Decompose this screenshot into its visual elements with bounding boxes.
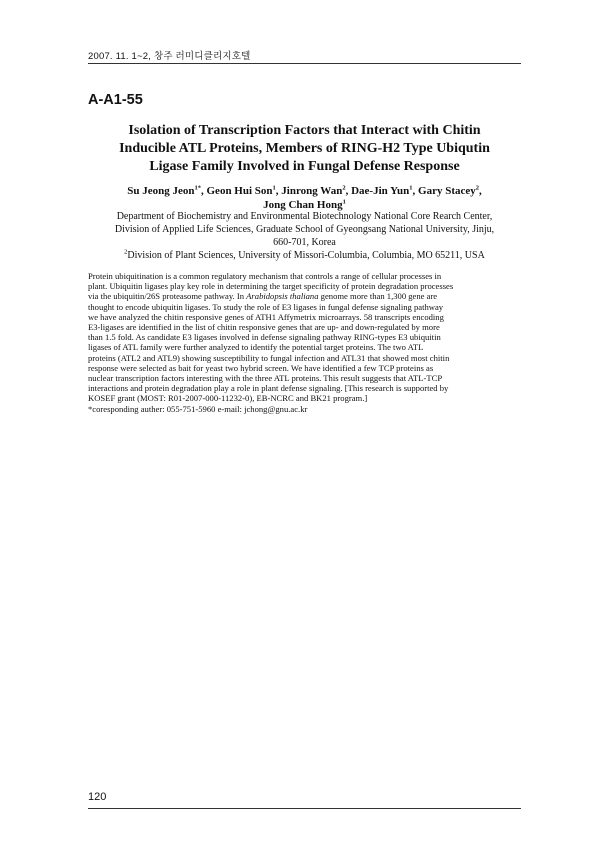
affiliations xyxy=(88,210,521,262)
abstract-text: genome more than 1,300 gene are xyxy=(320,291,438,302)
paper-title xyxy=(88,122,521,176)
affiliation-line: Division of Applied Life Sciences, Graduate School of Gyeongsang National University, Jinju, xyxy=(114,224,495,235)
abstract-line: Protein ubiquitination is a common regulatory mechanism that controls a range of cellular processes in xyxy=(88,271,442,281)
abstract-line: proteins (ATL2 and ATL9) showing susceptibility to fungal infection and ATL31 that showed most chitin xyxy=(88,352,450,363)
author-name: Gary Stacey xyxy=(418,185,476,197)
title-line: Inducible ATL Proteins, Members of RING-H2 Type Ubiqutin xyxy=(119,141,490,156)
corresponding-author: *coresponding auther: 055-751-5960 e-mail: jchong@gnu.ac.kr xyxy=(88,403,308,414)
abstract-line: interactions and protein degradation play a role in plant defense signaling. [This research is supported by xyxy=(88,383,449,394)
affiliation-mark: 2 xyxy=(124,248,128,256)
header-divider xyxy=(88,63,521,64)
abstract-line: than 1.5 fold. As candidate E3 ligases involved in defense signaling pathway RING-types E3 ubiquitin xyxy=(88,332,441,343)
author-name: Dae-Jin Yun xyxy=(351,185,410,197)
abstract-line: ligases of ATL family were further analyzed to identify the potential target proteins. The two ATL xyxy=(88,342,424,353)
abstract-code: A-A1-55 xyxy=(88,92,143,108)
author-name: Jinrong Wan xyxy=(281,185,343,197)
affiliation-line-2 xyxy=(88,249,521,262)
author-affiliation-mark: 1* xyxy=(194,184,201,192)
species-name: Arabidopsis thaliana xyxy=(246,291,319,302)
abstract-line: response were selected as bait for yeast two hybrid screen. We have identified a few TCP proteins as xyxy=(88,362,434,373)
author-affiliation-mark: 1 xyxy=(409,184,413,192)
abstract-line: nuclear transcription factors interesting with the three ATL proteins. This result suggests that ATL-TCP xyxy=(88,373,443,384)
author-list xyxy=(88,184,521,212)
abstract-text: via the ubiquitin/26S proteasome pathway. In xyxy=(88,291,245,302)
affiliation-line: 660-701, Korea xyxy=(273,237,336,248)
abstract-line: thought to encode ubiquitin ligases. To study the role of E3 ligases in fungal defense signaling pathway xyxy=(88,301,444,312)
title-line: Isolation of Transcription Factors that Interact with Chitin xyxy=(128,123,481,138)
abstract-line: plant. Ubiquitin ligases play key role in determining the target specificity of protein degradation processes xyxy=(88,281,454,292)
author-affiliation-mark: 1 xyxy=(272,184,276,192)
author-name: Geon Hui Son xyxy=(206,185,273,197)
affiliation-line: Department of Biochemistry and Environmental Biotechnology National Core Rearch Center, xyxy=(116,211,493,222)
author-name: Su Jeong Jeon xyxy=(127,185,195,197)
author-name: Jong Chan Hong xyxy=(263,199,343,211)
footer-divider xyxy=(88,808,521,809)
author-affiliation-mark: 2 xyxy=(475,184,479,192)
author-line-1: Su Jeong Jeon$^{1*}$, Geon Hui Son$^1$, Jinrong Wan$^2$, Dae-Jin Yun$^1$, Gary Stacey$^2$, xyxy=(127,184,482,197)
abstract-line: KOSEF grant (MOST: R01-2007-000-11232-0), EB-NCRC and BK21 program.] xyxy=(88,393,368,404)
author-affiliation-mark: 2 xyxy=(342,184,346,192)
abstract-line xyxy=(88,291,521,301)
abstract-body xyxy=(88,271,521,414)
title-line: Ligase Family Involved in Fungal Defense Response xyxy=(149,159,460,174)
abstract-line: we have analyzed the chitin responsive genes of ATH1 Affymetrix microarrays. 58 transcripts encoding xyxy=(88,311,444,322)
conference-header: 2007. 11. 1~2, 창주 러미디클리지호텔 xyxy=(88,51,251,62)
page-number: 120 xyxy=(88,791,107,803)
affiliation-text: Division of Plant Sciences, University of Missori-Columbia, Columbia, MO 65211, USA xyxy=(127,250,485,261)
author-affiliation-mark: 1 xyxy=(342,198,346,206)
abstract-line: E3-ligases are identified in the list of chitin responsive genes that are up- and down-regulated by more xyxy=(88,322,440,333)
